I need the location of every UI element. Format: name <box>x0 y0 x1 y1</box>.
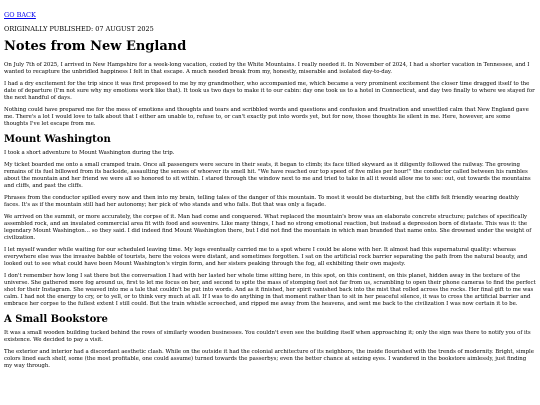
section-heading-mount-washington: Mount Washington <box>4 134 111 145</box>
page-title: Notes from New England <box>4 39 187 54</box>
body-paragraph: My ticket boarded me onto a small cramped train. Once all passengers were secure in their seats, it began to climb; its face tilted skyward as it diligently followed the railway. The growing remains of its fuel billowed from its backside, assaulting the senses of whoever its smell hit. "We have reached our top speed of five miles per hour!" the conductor called between his rambles about the mountain and her friend we were all so honored to sit within. I stared through the window next to me and tried to take in all it would allow me to see: out, out towards the mountains and cliffs, and past the cliffs. <box>4 162 531 189</box>
body-paragraph: Phrases from the conductor spilled every now and then into my brain, telling tales of the danger of this mountain. To most it would be disturbing, but the cliffs felt friendly wearing deathly faces. It's as if the mountain still had her autonomy; her pick of who stands and who falls. But that was only a façade. <box>4 195 519 208</box>
body-paragraph: We arrived on the summit, or more accurately, the corpse of it. Man had come and conquered. What replaced the mountain's brow was an elaborate concrete structure; patches of specifically assembled rock, and an insulated commercial area fit with food and souvenirs. Like many things, I had no strong emotional reaction, but instead a depression born of distaste. This was it: the legendary Mount Washington… so they said. I did indeed find Mount Washington there, but I did not find the mountain in which man branded that name onto. She drowned under the weight of civilization. <box>4 214 532 241</box>
body-paragraph: I don't remember how long I sat there but the conversation I had with her lasted her whole time sitting here, in this spot, on this continent, on this planet, hidden away in the texture of the universe. She gathered more fog around us, first to let me focus on her, and second to spite the mass of stomping feet not far from us, scrambling to open their phone cameras to find the perfect shot for their Instagram. She weaved into me a tale that couldn't be put into words. And as it finished, her spirit vanished back into the mist that rolled across the rocks. Her final gift to me was calm. I had not the energy to cry, or to yell, or to think very much at all. If I was to do anything in that moment rather than to sit in her peaceful silence, it was to cross the artificial barrier and embrace her corpse to the fullest extent I still could. But the train whistle screeched, and ripped me away from the heavens, and sent me back to the civilization I was now certain it to be. <box>4 273 536 307</box>
body-paragraph: It was a small wooden building tucked behind the rows of similarly wooden businesses. You couldn't even see the building itself when approaching it; only the sign was there to notify you of its existence. We decided to pay a visit. <box>4 330 531 343</box>
publish-date: ORIGINALLY PUBLISHED: 07 AUGUST 2025 <box>4 25 154 33</box>
body-paragraph: I let myself wander while waiting for our scheduled leaving time. My legs eventually carried me to a spot where I could be alone with her. It almost had this supernatural quality: whereas everywhere else was the invasive babble of tourists, here the voices were distant, and sometimes forgotten. I sat on the artificial rock barrier separating the path from the natural beauty, and looked out to see what could have been Mount Washington's virgin form, and her sisters peaking through the fog, all exhibiting their own majesty. <box>4 247 528 267</box>
intro-paragraph: On July 7th of 2025, I arrived in New Hampshire for a week-long vacation, cozied by the White Mountains. I really needed it. In November of 2024, I had a shorter vacation in Tennessee, and I wanted to recapture the unbridled happiness I felt in that escape. A much needed break from my, honestly, miserable and isolated day-to-day. <box>4 62 530 75</box>
body-paragraph: The exterior and interior had a discordant aesthetic clash. While on the outside it had the colonial architecture of its neighbors, the inside flourished with the trends of modernity. Bright, simple colors lined each shelf, some (the most profitable, one could assume) turned towards the passerbys; even the better chance at seizing eyes. I wandered in the bookstore aimlessly, just finding my way through. <box>4 349 534 369</box>
top-nav <box>4 2 536 21</box>
body-paragraph: I took a short adventure to Mount Washington during the trip. <box>4 150 175 156</box>
intro-paragraph: I had a dry excitement for the trip since it was first proposed to me by my grandmother, who accompanied me, which became a very prominent excitement the closer time dragged itself to the date of departure (I'm not sure why my emotions work like that). It took us two days to make it to our cabin: day one took us to a hotel in Connecticut, and day two finally to where we stayed for the next handful of days. <box>4 81 535 101</box>
section-heading-small-bookstore: A Small Bookstore <box>4 314 108 325</box>
intro-paragraph: Nothing could have prepared me for the mess of emotions and thoughts and tears and scribbled words and questions and confusion and frustration and unsettled calm that New England gave me. There's a lot I would love to talk about that I either am unable to, refuse to, or can't exactly put into words yet, but for now, those thoughts lie silent in me. Here, however, are some thoughts I've let escape from me. <box>4 107 529 127</box>
go-back-link[interactable]: GO BACK <box>4 11 36 19</box>
